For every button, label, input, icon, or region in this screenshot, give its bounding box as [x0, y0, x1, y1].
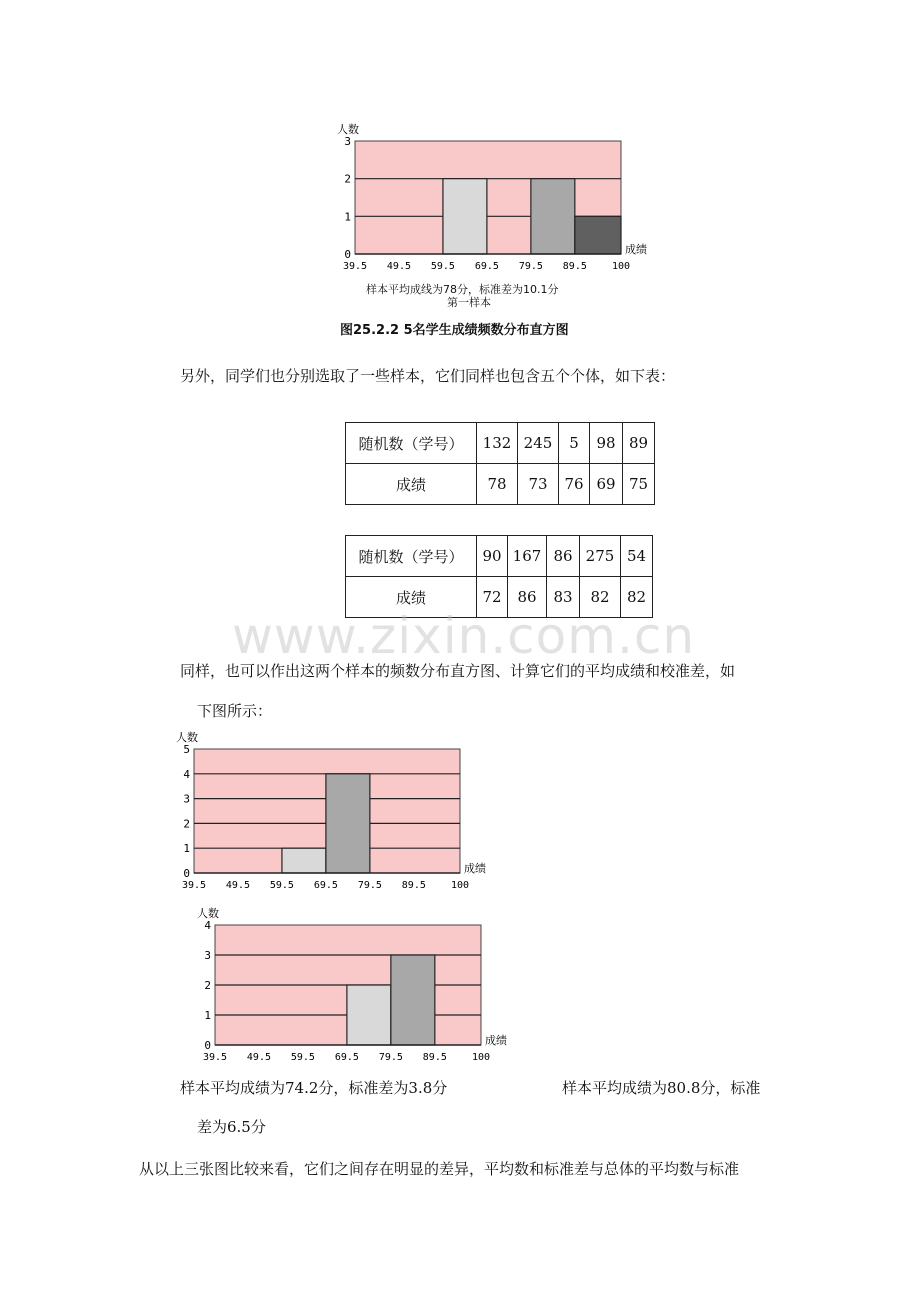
y-tick-label: 1: [183, 842, 190, 856]
table1-score-row: [346, 464, 655, 505]
y-axis-label: 人数: [197, 907, 219, 920]
x-tick-label: 49.5: [225, 880, 251, 891]
table-cell: 83: [547, 577, 580, 618]
table-cell: 275: [580, 536, 621, 577]
table-cell: 89: [623, 423, 655, 464]
table2-row-label: 成绩: [346, 577, 477, 618]
histogram-bar: [326, 774, 370, 873]
y-tick-label: 4: [204, 919, 211, 932]
x-tick-label: 59.5: [290, 1052, 315, 1063]
table-cell: 86: [508, 577, 547, 618]
table-cell: 167: [508, 536, 547, 577]
table-cell: 82: [580, 577, 621, 618]
y-tick-label: 0: [204, 1039, 211, 1052]
histogram-bar: [347, 985, 391, 1045]
table1-id-row: [346, 423, 655, 464]
histogram-bar: [575, 216, 621, 254]
table2-id-row: [346, 536, 653, 577]
x-tick-label: 59.5: [269, 880, 294, 891]
histogram-bar: [531, 179, 575, 254]
sample-table-1: [345, 422, 655, 505]
y-axis-label: 人数: [176, 731, 198, 744]
table-cell: 98: [590, 423, 623, 464]
y-tick-label: 2: [183, 817, 190, 831]
x-tick-label: 39.5: [342, 261, 368, 272]
table-cell: 54: [621, 536, 653, 577]
stats-left: 样本平均成绩为74.2分，标准差为3.8分: [180, 1079, 448, 1097]
table-cell: 78: [477, 464, 518, 505]
y-tick-label: 0: [344, 248, 351, 261]
table1-row-label: 随机数（学号）: [346, 423, 477, 464]
table-cell: 132: [477, 423, 518, 464]
table-cell: 76: [559, 464, 590, 505]
table-cell: 69: [590, 464, 623, 505]
x-tick-label: 69.5: [334, 1052, 359, 1063]
y-tick-label: 1: [204, 1009, 211, 1022]
histogram-chart-sample-1: [330, 115, 670, 275]
table1-row-label: 成绩: [346, 464, 477, 505]
table-cell: 5: [559, 423, 590, 464]
table-cell: 90: [477, 536, 508, 577]
paragraph-second: 同样，也可以作出这两个样本的频数分布直方图、计算它们的平均成绩和校准差，如: [180, 662, 736, 680]
x-axis-label: 成绩: [464, 862, 486, 875]
paragraph-intro: 另外，同学们也分别选取了一些样本，它们同样也包含五个个体，如下表：: [180, 367, 676, 385]
stats-right-cont: 差为6.5分: [197, 1118, 266, 1136]
sample-table-2: [345, 535, 653, 618]
table-cell: 82: [621, 577, 653, 618]
table-cell: 245: [518, 423, 559, 464]
x-tick-label: 100: [611, 261, 631, 272]
x-tick-label: 69.5: [474, 261, 499, 272]
x-tick-label: 59.5: [430, 261, 455, 272]
x-axis-label: 成绩: [485, 1034, 507, 1047]
y-tick-label: 1: [344, 210, 351, 224]
table2-row-label: 随机数（学号）: [346, 536, 477, 577]
histogram-bar: [282, 848, 326, 873]
chart1-sample-label: 第一样本: [447, 296, 491, 309]
x-tick-label: 49.5: [386, 261, 412, 272]
table-cell: 86: [547, 536, 580, 577]
y-tick-label: 3: [183, 792, 190, 806]
x-tick-label: 89.5: [562, 261, 587, 272]
stats-right: 样本平均成绩为80.8分，标准: [562, 1079, 761, 1097]
x-tick-label: 69.5: [313, 880, 338, 891]
table-cell: 75: [623, 464, 655, 505]
histogram-chart-sample-3: [195, 900, 525, 1065]
table-cell: 73: [518, 464, 559, 505]
y-tick-label: 0: [183, 867, 190, 880]
x-tick-label: 100: [450, 880, 470, 891]
y-tick-label: 3: [204, 949, 211, 962]
x-tick-label: 39.5: [202, 1052, 228, 1063]
x-tick-label: 89.5: [422, 1052, 447, 1063]
histogram-bar: [391, 955, 435, 1045]
x-tick-label: 79.5: [518, 261, 543, 272]
chart1-note: 样本平均成线为78分，标准差为10.1分: [366, 283, 559, 296]
paragraph-second-cont: 下图所示：: [197, 702, 273, 720]
x-tick-label: 79.5: [378, 1052, 403, 1063]
x-tick-label: 100: [471, 1052, 491, 1063]
x-tick-label: 89.5: [401, 880, 426, 891]
y-tick-label: 3: [344, 135, 351, 148]
histogram-bar: [443, 179, 487, 254]
x-tick-label: 39.5: [181, 880, 207, 891]
y-tick-label: 2: [344, 172, 351, 186]
histogram-chart-sample-2: [172, 727, 502, 892]
y-tick-label: 4: [183, 767, 190, 781]
x-tick-label: 49.5: [246, 1052, 272, 1063]
x-axis-label: 成绩: [625, 243, 647, 256]
table-cell: 72: [477, 577, 508, 618]
watermark: www.zixin.com.cn: [232, 607, 696, 665]
y-tick-label: 2: [204, 979, 211, 992]
y-axis-label: 人数: [337, 123, 359, 136]
paragraph-conclusion: 从以上三张图比较来看，它们之间存在明显的差异，平均数和标准差与总体的平均数与标准: [139, 1160, 740, 1178]
y-tick-label: 5: [183, 743, 190, 756]
x-tick-label: 79.5: [357, 880, 382, 891]
figure-caption: 图25.2.2 5名学生成绩频数分布直方图: [340, 323, 569, 338]
